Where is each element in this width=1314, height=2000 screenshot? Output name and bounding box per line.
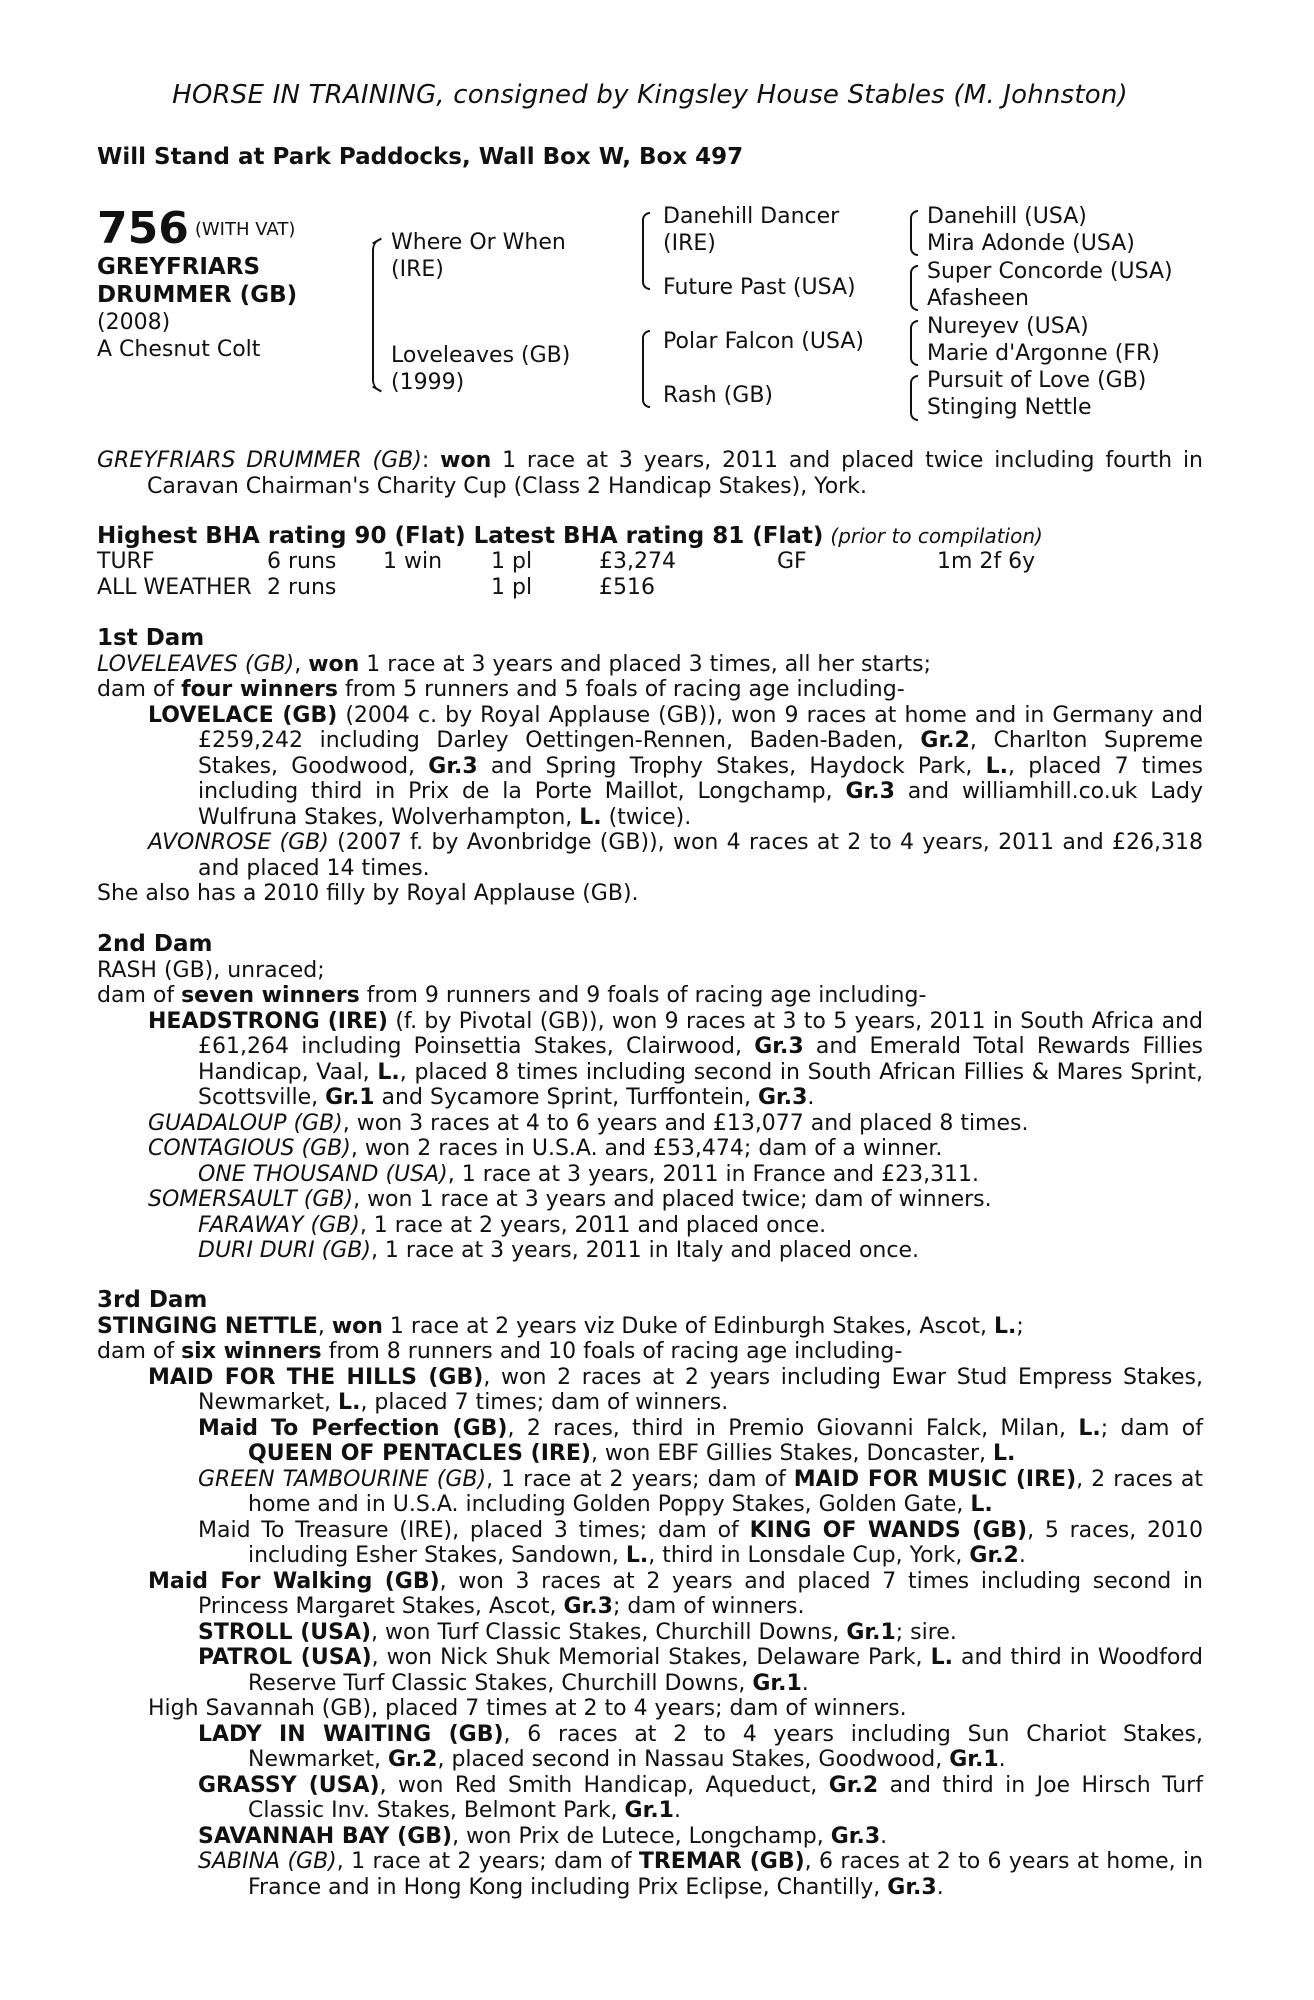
pedigree-ss-line1: Danehill Dancer	[663, 204, 840, 229]
pedigree-sds: Super Concorde (USA)	[927, 259, 1173, 284]
stats-row-all-weather: ALL WEATHER 2 runs 1 pl £516	[97, 574, 655, 600]
progeny-headstrong: HEADSTRONG (IRE) (f. by Pivotal (GB)), won 9 races at 3 to 5 years, 2011 in South Africa and £61,264 including Poinsettia Stakes, Clairwood, Gr.3 and Emerald Total Rewards Fillies Handicap, Vaal, L., placed 8 times including second in South African Fillies & Mares Sprint, Scottsville, Gr.1 and Sycamore Sprint, Turffontein, Gr.3.	[148, 1008, 1203, 1110]
first-dam-heading: 1st Dam	[97, 625, 205, 651]
pedigree-dam-line1: Loveleaves (GB)	[391, 343, 571, 368]
horse-name-line1: GREYFRIARS	[97, 254, 261, 280]
foaling-year: (2008)	[97, 310, 171, 335]
pedigree-dsd: Marie d'Argonne (FR)	[927, 341, 1160, 366]
progeny-lovelace: LOVELACE (GB) (2004 c. by Royal Applause (GB)), won 9 races at home and in Germany and £259,242 including Darley Oettingen-Rennen, Baden-Baden, Gr.2, Charlton Supreme Stakes, Goodwood, Gr.3 and Spring Trophy Stakes, Haydock Park, L., placed 7 times including third in Prix de la Porte Maillot, Longchamp, Gr.3 and williamhill.co.uk Lady Wulfruna Stakes, Wolverhampton, L. (twice).	[148, 702, 1203, 830]
lot-number: 756	[97, 203, 189, 254]
pedigree-sss: Danehill (USA)	[927, 204, 1087, 229]
pedigree-brace	[910, 265, 918, 311]
progeny-maid-for-walking: Maid For Walking (GB), won 3 races at 2 years and placed 7 times including second in Princess Margaret Stakes, Ascot, Gr.3; dam of winners.	[148, 1568, 1203, 1619]
pedigree-sd: Future Past (USA)	[663, 275, 856, 300]
pedigree-sire-line2: (IRE)	[391, 257, 444, 282]
third-dam-heading: 3rd Dam	[97, 1287, 208, 1313]
pedigree-brace	[910, 320, 918, 366]
vat-note: (WITH VAT)	[194, 219, 296, 240]
horse-description: A Chesnut Colt	[97, 337, 261, 362]
stand-location: Will Stand at Park Paddocks, Wall Box W, Box 497	[97, 144, 744, 170]
progeny-maid-for-the-hills: MAID FOR THE HILLS (GB), won 2 races at 2 years including Ewar Stud Empress Stakes, Newmarket, L., placed 7 times; dam of winners.	[148, 1364, 1203, 1415]
ratings-heading: Highest BHA rating 90 (Flat) Latest BHA rating 81 (Flat)	[97, 523, 824, 549]
horse-name-line2: DRUMMER (GB)	[97, 282, 298, 308]
pedigree-brace	[910, 210, 918, 256]
won-label: won	[440, 448, 492, 473]
ratings-note: (prior to compilation)	[830, 524, 1043, 548]
consignor-title: HORSE IN TRAINING, consigned by Kingsley House Stables (M. Johnston)	[172, 80, 1128, 110]
pedigree-sdd: Afasheen	[927, 286, 1029, 311]
pedigree-ddd: Stinging Nettle	[927, 395, 1092, 420]
pedigree-ds: Polar Falcon (USA)	[663, 329, 864, 354]
pedigree-ss-line2: (IRE)	[663, 231, 716, 256]
summary-horse-name: GREYFRIARS DRUMMER (GB)	[97, 448, 422, 473]
second-dam-heading: 2nd Dam	[97, 931, 213, 957]
pedigree-dds: Pursuit of Love (GB)	[927, 368, 1147, 393]
pedigree-brace	[910, 375, 918, 421]
pedigree-dd: Rash (GB)	[663, 383, 773, 408]
pedigree-sire-line1: Where Or When	[391, 230, 566, 255]
ratings-section	[97, 524, 1203, 600]
lot-info	[97, 205, 297, 363]
pedigree-brace	[642, 212, 650, 290]
pedigree-dam-line2: (1999)	[391, 370, 465, 395]
pedigree-dss: Nureyev (USA)	[927, 314, 1089, 339]
pedigree-brace	[642, 330, 650, 408]
race-summary: GREYFRIARS DRUMMER (GB): won 1 race at 3 years, 2011 and placed twice including fourth in Caravan Chairman's Charity Cup (Class 2 Handicap Stakes), York.	[97, 448, 1203, 499]
third-dam-section: 3rd Dam STINGING NETTLE, won 1 race at 2 years viz Duke of Edinburgh Stakes, Ascot, L.; dam of six winners from 8 runners and 10 foals of racing age including- MAID FOR THE HILLS (GB), won 2 races at 2 years including Ewar Stud Empress Stakes, Newmarket, L., placed 7 times; dam of winners. Maid To Perfection (GB), 2 races, third in Premio Giovanni Falck, Milan, L.; dam of QUEEN OF PENTACLES (IRE), won EBF Gillies Stakes, Doncaster, L. GREEN TAMBOURINE (GB), 1 race at 2 years; dam of MAID FOR MUSIC (IRE), 2 races at home and in U.S.A. including Golden Poppy Stakes, Golden Gate, L. Maid To Treasure (IRE), placed 3 times; dam of KING OF WANDS (GB), 5 races, 2010 including Esher Stakes, Sandown, L., third in Lonsdale Cup, York, Gr.2. Maid For Walking (GB), won 3 races at 2 years and placed 7 times including second in Princess Margaret Stakes, Ascot, Gr.3; dam of winners. STROLL (USA), won Turf Classic Stakes, Churchill Downs, Gr.1; sire. PATROL (USA), won Nick Shuk Memorial Stakes, Delaware Park, L. and third in Woodford Reserve Turf Classic Stakes, Churchill Downs, Gr.1. High Savannah (GB), placed 7 times at 2 to 4 years; dam of winners. LADY IN WAITING (GB), 6 races at 2 to 4 years including Sun Chariot Stakes, Newmarket, Gr.2, placed second in Nassau Stakes, Goodwood, Gr.1. GRASSY (USA), won Red Smith Handicap, Aqueduct, Gr.2 and third in Joe Hirsch Turf Classic Inv. Stakes, Belmont Park, Gr.1. SAVANNAH BAY (GB), won Prix de Lutece, Longchamp, Gr.3. SABINA (GB), 1 race at 2 years; dam of TREMAR (GB), 6 races at 2 to 6 years at home, in France and in Hong Kong including Prix Eclipse, Chantilly, Gr.3.	[97, 1287, 1204, 1900]
pedigree-brace	[372, 240, 382, 390]
stats-row-turf: TURF 6 runs 1 win 1 pl £3,274 GF 1m 2f 6y	[97, 549, 1036, 574]
second-dam-section: 2nd Dam RASH (GB), unraced; dam of seven winners from 9 runners and 9 foals of racing age including- HEADSTRONG (IRE) (f. by Pivotal (GB)), won 9 races at 3 to 5 years, 2011 in South Africa and £61,264 including Poinsettia Stakes, Clairwood, Gr.3 and Emerald Total Rewards Fillies Handicap, Vaal, L., placed 8 times including second in South African Fillies & Mares Sprint, Scottsville, Gr.1 and Sycamore Sprint, Turffontein, Gr.3. GUADALOUP (GB), won 3 races at 4 to 6 years and £13,077 and placed 8 times. CONTAGIOUS (GB), won 2 races in U.S.A. and £53,474; dam of a winner. ONE THOUSAND (USA), 1 race at 3 years, 2011 in France and £23,311. SOMERSAULT (GB), won 1 race at 3 years and placed twice; dam of winners. FARAWAY (GB), 1 race at 2 years, 2011 and placed once. DURI DURI (GB), 1 race at 3 years, 2011 in Italy and placed once.	[97, 931, 1203, 1263]
first-dam-section: 1st Dam LOVELEAVES (GB), won 1 race at 3 years and placed 3 times, all her starts; dam of four winners from 5 runners and 5 foals of racing age including- LOVELACE (GB) (2004 c. by Royal Applause (GB)), won 9 races at home and in Germany and £259,242 including Darley Oettingen-Rennen, Baden-Baden, Gr.2, Charlton Supreme Stakes, Goodwood, Gr.3 and Spring Trophy Stakes, Haydock Park, L., placed 7 times including third in Prix de la Porte Maillot, Longchamp, Gr.3 and williamhill.co.uk Lady Wulfruna Stakes, Wolverhampton, L. (twice). AVONROSE (GB) (2007 f. by Avonbridge (GB)), won 4 races at 2 to 4 years, 2011 and £26,318 and placed 14 times. She also has a 2010 filly by Royal Applause (GB).	[97, 625, 1204, 906]
pedigree-ssd: Mira Adonde (USA)	[927, 231, 1135, 256]
progeny-avonrose: AVONROSE (GB) (2007 f. by Avonbridge (GB)), won 4 races at 2 to 4 years, 2011 and £26,318 and placed 14 times.	[148, 830, 1204, 881]
